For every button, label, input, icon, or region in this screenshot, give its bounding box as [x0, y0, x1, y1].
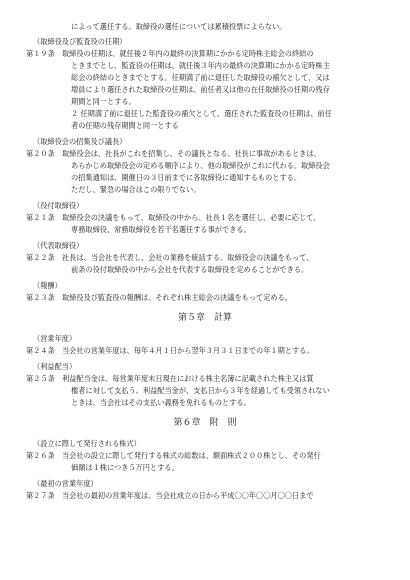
text-line: （最初の営業年度） [33, 479, 98, 488]
text-line: 権者に対して支払う。利益配当金が、支払日から３年を経過しても受領されない [71, 386, 330, 395]
text-line: （代表取締役） [33, 241, 84, 250]
text-line: （利益配当） [33, 362, 77, 371]
text-line: （役付取締役） [33, 201, 84, 210]
text-line: 第１９条 取締役の任期は、就任後２年内の最終の決算期にかかる定時株主総会の終結の [26, 49, 314, 58]
text-line: 専務取締役、常務取締役を若干名選任する事ができる。 [71, 225, 251, 234]
text-line: ときは、当会社はその支払い義務を免れるものとする。 [71, 398, 251, 407]
text-line: 第２６条 当会社の設立に際して発行する株式の総数は、額面株式２００株とし、その発行 [26, 451, 321, 460]
text-line: （取締役会の招集及び議長） [33, 137, 127, 146]
text-line: 期間と同一とする。 [71, 97, 136, 106]
chapter-heading: 第６章 附 則 [173, 418, 237, 428]
text-line: ときまでとし、監査役の任期は、就任後３年内の最終の決算期にかかる定時株主 [71, 61, 330, 70]
text-line: 第２７条 当会社の最初の営業年度は、当会社成立の日から平成〇〇年〇〇月〇〇日まで [26, 491, 314, 500]
chapter-heading: 第５章 計算 [177, 313, 232, 323]
text-line: 前条の役付取締役の中から会社を代表する取締役を定めることができる。 [71, 265, 309, 274]
text-line: 第２１条 取締役会の決議をもって、取締役の中から、社長１名を選任し、必要に応じて、 [26, 213, 321, 222]
text-line: 第２４条 当会社の営業年度は、毎年４月１日から翌年３月３１日までの年１期とする。 [26, 346, 314, 355]
text-line: 総会の終結のときまでとする。任期満了前に退任した取締役の補欠として、又は [71, 73, 330, 82]
text-line: あらかじめ取締役会の定める順序により、他の取締役がこれに代わる。取締役会 [71, 161, 330, 170]
text-line: （報酬） [33, 281, 62, 290]
text-line: 価額は１株につき５万円とする。 [71, 463, 179, 472]
text-line: 第２３条 取締役及び監査役の報酬は、それぞれ株主総会の決議をもって定める。 [26, 293, 292, 302]
text-line: の招集通知は、開催日の３日前までに各取締役に通知するものとする。 [71, 173, 302, 182]
text-line: ２ 任期満了前に退任した監査役の補欠として、選任された監査役の任期は、前任 [71, 109, 332, 118]
text-line: （設立に際して発行される株式） [33, 439, 141, 448]
text-line: （営業年度） [33, 334, 77, 343]
text-line: （取締役及び監査役の任期） [33, 37, 127, 46]
text-line: 第２５条 利益配当金は、毎営業年度末日現在における株主名簿に記載された株主又は質 [26, 374, 314, 383]
text-line: 第２２条 社長は、当会社を代表し、会社の業務を統括する。取締役会の決議をもって、 [26, 253, 314, 262]
text-line: 者の任期の残存期間と同一とする [71, 121, 179, 130]
text-line: によって選任する。取締役の選任については累積投票によらない。 [71, 22, 287, 31]
text-line: 第２０条 取締役会は、社長がこれを招集し、その議長となる。社長に事故があるときは、 [26, 149, 321, 158]
text-line: 増員により選任された取締役の任期は、前任者又は他の在任取締役の任期の残存 [71, 85, 330, 94]
text-line: ただし、緊急の場合はこの限りでない。 [71, 185, 201, 194]
